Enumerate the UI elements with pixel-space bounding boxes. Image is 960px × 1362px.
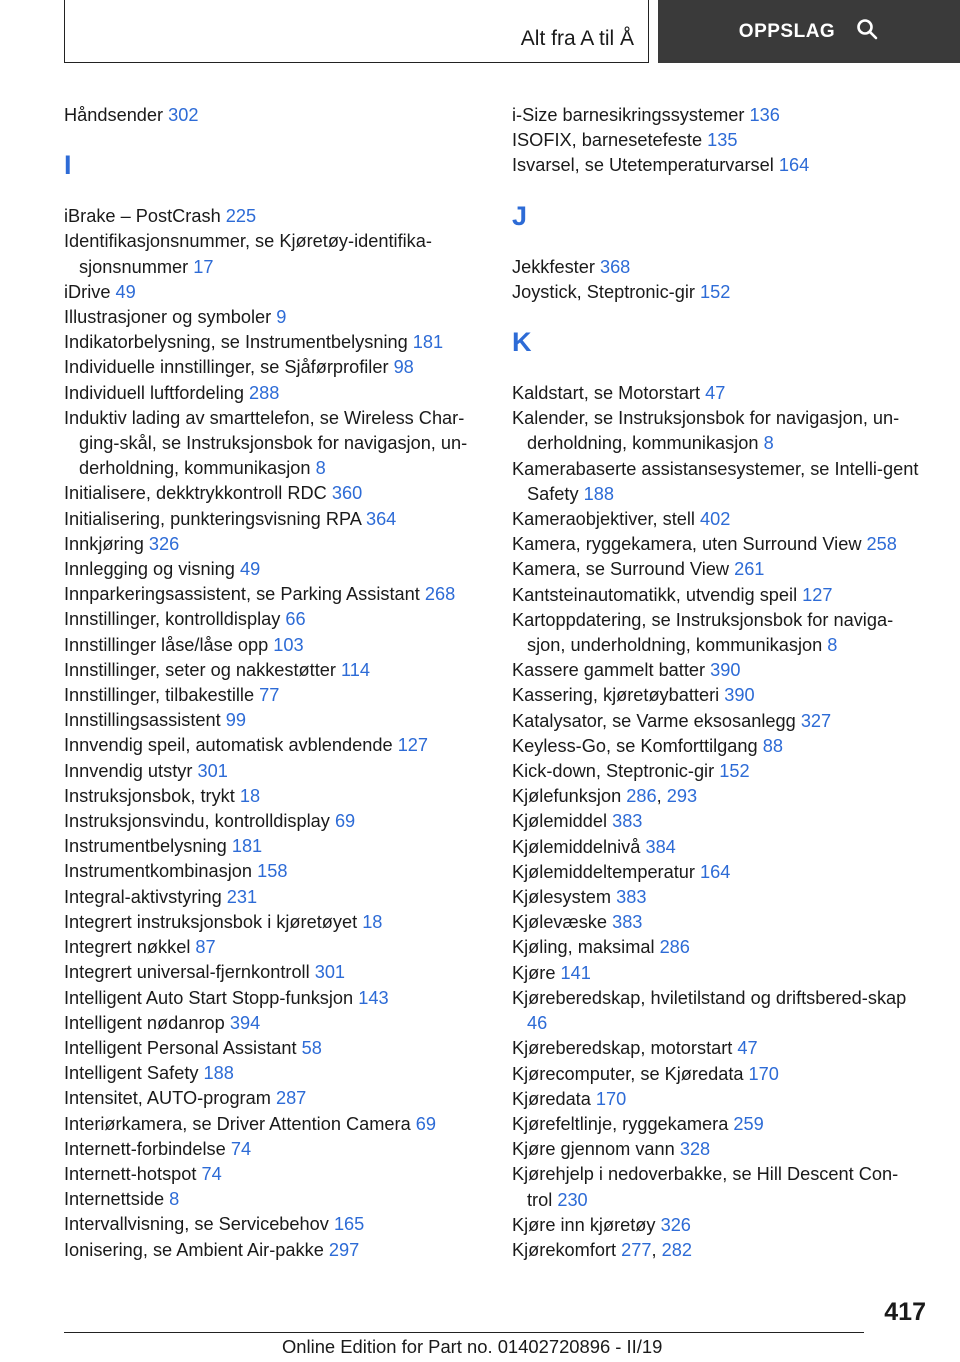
page-reference-link[interactable]: 8 bbox=[827, 635, 838, 656]
search-icon[interactable] bbox=[855, 17, 879, 46]
index-entry bbox=[512, 1087, 922, 1112]
index-entry-term: Innvendig utstyr bbox=[64, 760, 193, 781]
index-entry-term: Instrumentkombinasjon bbox=[64, 861, 253, 882]
page-reference-link[interactable]: 301 bbox=[314, 962, 346, 983]
index-entry bbox=[512, 608, 922, 658]
index-entry-term: Intelligent nødanrop bbox=[64, 1012, 225, 1033]
chapter-header bbox=[64, 0, 649, 63]
page-reference-link[interactable]: 326 bbox=[660, 1214, 691, 1235]
page-reference-link[interactable]: 286 bbox=[659, 937, 690, 958]
index-entry-term: Individuelle innstillinger, se Sjåførprofiler bbox=[64, 357, 389, 378]
index-entry bbox=[64, 1137, 484, 1162]
index-entry bbox=[512, 709, 922, 734]
index-entry-term: Kjørecomputer, se Kjøredata bbox=[512, 1063, 744, 1084]
index-entry bbox=[64, 1162, 484, 1187]
index-entry-term: Individuell luftfordeling bbox=[64, 382, 244, 403]
index-entry bbox=[64, 582, 484, 607]
page-reference-link[interactable]: 135 bbox=[707, 130, 738, 151]
index-entry-term: Internett-hotspot bbox=[64, 1163, 197, 1184]
index-entry bbox=[512, 809, 922, 834]
index-entry bbox=[512, 381, 922, 406]
section-letter-heading: K bbox=[512, 327, 532, 358]
index-entry bbox=[512, 759, 922, 784]
index-entry-term: Indikatorbelysning, se Instrumentbelysning bbox=[64, 332, 408, 353]
index-entry bbox=[64, 1061, 484, 1086]
page-reference-link[interactable]: 17 bbox=[193, 256, 214, 277]
page-reference-link[interactable]: 9 bbox=[276, 307, 287, 328]
index-entry bbox=[64, 633, 484, 658]
page-reference-link[interactable]: 390 bbox=[710, 660, 741, 681]
index-entry-term: Innkjøring bbox=[64, 533, 144, 554]
index-entry-term: Initialisering, punkteringsvisning RPA bbox=[64, 508, 361, 529]
page-reference-link[interactable]: 188 bbox=[583, 483, 614, 504]
index-entry-term: Kassere gammelt batter bbox=[512, 660, 706, 681]
page-reference-link[interactable]: 286 bbox=[626, 786, 657, 807]
page-reference-link[interactable]: 231 bbox=[226, 886, 258, 907]
index-entry bbox=[64, 381, 484, 406]
page-reference-link[interactable]: 141 bbox=[560, 962, 591, 983]
index-entry bbox=[512, 683, 922, 708]
index-entry-term: Kjølefunksjon bbox=[512, 786, 622, 807]
index-entry-term: Kick-down, Steptronic-gir bbox=[512, 761, 715, 782]
page-reference-link[interactable]: 165 bbox=[333, 1214, 365, 1235]
page-reference-link[interactable]: 114 bbox=[341, 659, 370, 680]
index-entry bbox=[64, 1011, 484, 1036]
index-entry-term: ISOFIX, barnesetefeste bbox=[512, 130, 703, 151]
index-entry: Kjørekomfort 277, 282 bbox=[512, 1239, 692, 1260]
index-entry-term: Kassering, kjøretøybatteri bbox=[512, 685, 720, 706]
page-reference-link[interactable]: 360 bbox=[331, 483, 363, 504]
index-entry-term: Kameraobjektiver, stell bbox=[512, 509, 695, 530]
page-reference-link[interactable]: 364 bbox=[365, 508, 397, 529]
page-reference-link[interactable]: 268 bbox=[424, 584, 456, 605]
index-entry bbox=[64, 280, 484, 305]
page-reference-link[interactable]: 47 bbox=[705, 383, 726, 404]
page-reference-link[interactable]: 383 bbox=[616, 887, 647, 908]
page-reference-link[interactable]: 152 bbox=[719, 761, 750, 782]
index-entry-term: Kamerabaserte assistansesystemer, se Intelli‐gent Safety bbox=[512, 458, 919, 504]
page-reference-link[interactable]: 181 bbox=[412, 332, 444, 353]
index-entry bbox=[64, 1238, 484, 1263]
chapter-title: Alt fra A til Å bbox=[520, 27, 634, 50]
index-entry-term: Innparkeringsassistent, se Parking Assistant bbox=[64, 584, 420, 605]
index-entry bbox=[512, 1036, 922, 1061]
page-reference-link[interactable]: 69 bbox=[334, 811, 356, 832]
index-entry bbox=[512, 128, 922, 153]
index-entry-term: iDrive bbox=[64, 281, 111, 302]
page-reference-link[interactable]: 49 bbox=[239, 559, 261, 580]
index-entry-term: Kjølemiddeltemperatur bbox=[512, 861, 695, 882]
index-entry-term: Illustrasjoner og symboler bbox=[64, 307, 272, 328]
page-reference-link[interactable]: 328 bbox=[679, 1139, 711, 1160]
index-entry bbox=[64, 859, 484, 884]
index-entry-term: Innstillingsassistent bbox=[64, 710, 221, 731]
index-entry bbox=[64, 204, 484, 229]
index-entry bbox=[64, 229, 484, 279]
page-reference-link[interactable]: 394 bbox=[229, 1012, 261, 1033]
index-entry-term: Kalender, se Instruksjonsbok for navigasjon, un‐derholdning, kommunikasjon bbox=[512, 408, 900, 454]
index-entry bbox=[64, 759, 484, 784]
index-entry: Kjølefunksjon 286, 293 bbox=[512, 786, 698, 807]
index-entry-term: Kjøre bbox=[512, 962, 556, 983]
index-entry-term: Internett-forbindelse bbox=[64, 1138, 226, 1159]
index-entry-term: Håndsender bbox=[64, 105, 164, 125]
index-entry bbox=[64, 834, 484, 859]
index-entry-term: iBrake – PostCrash bbox=[64, 206, 221, 227]
index-entry bbox=[512, 255, 922, 280]
index-entry bbox=[512, 860, 922, 885]
page-reference-link[interactable]: 293 bbox=[666, 786, 698, 807]
index-tab-label: OPPSLAG bbox=[738, 20, 836, 42]
index-entry-term: Interiørkamera, se Driver Attention Camera bbox=[64, 1113, 411, 1134]
page-reference-link[interactable]: 47 bbox=[737, 1038, 758, 1059]
index-entry bbox=[64, 658, 484, 683]
index-entry-term: Kjøling, maksimal bbox=[512, 937, 655, 958]
index-entry bbox=[64, 481, 484, 506]
page-reference-link[interactable]: 127 bbox=[397, 735, 429, 756]
page-reference-link[interactable]: 164 bbox=[700, 861, 731, 882]
footer-divider bbox=[64, 1332, 864, 1333]
page-reference-link[interactable]: 143 bbox=[358, 987, 389, 1008]
page-reference-link[interactable]: 390 bbox=[724, 685, 755, 706]
index-entry bbox=[64, 406, 484, 482]
index-entry-term: Integrert instruksjonsbok i kjøretøyet bbox=[64, 911, 358, 932]
index-entry bbox=[512, 885, 922, 910]
index-entry bbox=[512, 457, 922, 507]
page-reference-link[interactable]: 277 bbox=[621, 1239, 652, 1260]
page-reference-link[interactable]: 164 bbox=[778, 155, 810, 176]
index-entry-term: i-Size barnesikringssystemer bbox=[512, 105, 745, 125]
index-entry-term: Integrert universal-fjernkontroll bbox=[64, 962, 310, 983]
page-reference-link[interactable]: 103 bbox=[273, 634, 304, 655]
index-entry-term: Kartoppdatering, se Instruksjonsbok for naviga‐sjon, underholdning, kommunikasjon bbox=[512, 609, 894, 656]
index-entry bbox=[64, 986, 484, 1011]
page-reference-link[interactable]: 136 bbox=[749, 105, 780, 125]
index-entry-term: Isvarsel, se Utetemperaturvarsel bbox=[512, 155, 774, 176]
index-entry-term: Initialisere, dekktrykkontroll RDC bbox=[64, 483, 327, 504]
page-reference-link[interactable]: 383 bbox=[612, 811, 643, 832]
index-entry-term: Kjølesystem bbox=[512, 887, 612, 908]
index-entry bbox=[64, 305, 484, 330]
page-reference-link[interactable]: 8 bbox=[169, 1189, 180, 1210]
index-entry bbox=[512, 507, 922, 532]
index-entry-term: Integrert nøkkel bbox=[64, 937, 191, 958]
index-column-left bbox=[64, 103, 484, 1263]
index-entry-term: Intervallvisning, se Servicebehov bbox=[64, 1214, 329, 1235]
page-reference-link[interactable]: 327 bbox=[800, 710, 832, 731]
page-reference-link[interactable]: 46 bbox=[527, 1013, 548, 1034]
index-entry bbox=[64, 103, 484, 128]
page-reference-link[interactable]: 158 bbox=[257, 861, 288, 882]
index-entry-term: Intelligent Personal Assistant bbox=[64, 1037, 297, 1058]
page-reference-link[interactable]: 170 bbox=[748, 1063, 779, 1084]
index-entry bbox=[64, 1187, 484, 1212]
index-entry bbox=[64, 809, 484, 834]
section-letter-heading: J bbox=[512, 200, 528, 231]
index-entry-term: Innstillinger, kontrolldisplay bbox=[64, 609, 281, 630]
index-entry-term: Innstillinger låse/låse opp bbox=[64, 634, 269, 655]
page-reference-link[interactable]: 58 bbox=[301, 1037, 322, 1058]
page-reference-link[interactable]: 258 bbox=[866, 534, 897, 555]
section-letter-heading: I bbox=[64, 150, 72, 181]
page-reference-link[interactable]: 152 bbox=[700, 281, 731, 302]
index-entry bbox=[64, 532, 484, 557]
page-reference-link[interactable]: 98 bbox=[393, 357, 414, 378]
index-entry bbox=[512, 103, 922, 128]
page-reference-link[interactable]: 18 bbox=[362, 911, 383, 932]
page-reference-link[interactable]: 288 bbox=[249, 382, 280, 403]
index-entry-term: Intensitet, AUTO-program bbox=[64, 1088, 271, 1109]
page-reference-link[interactable]: 74 bbox=[230, 1138, 252, 1159]
index-entry bbox=[512, 1137, 922, 1162]
index-entry-term: Kjørehjelp i nedoverbakke, se Hill Descent Con‐trol bbox=[512, 1164, 899, 1210]
index-entry-term: Kjølemiddel bbox=[512, 811, 608, 832]
page-reference-link[interactable]: 66 bbox=[285, 609, 306, 630]
index-entry bbox=[512, 557, 922, 582]
index-entry bbox=[64, 708, 484, 733]
index-entry-term: Instruksjonsvindu, kontrolldisplay bbox=[64, 811, 330, 832]
page-reference-link[interactable]: 368 bbox=[599, 256, 631, 277]
index-entry-term: Kjøreberedskap, motorstart bbox=[512, 1038, 733, 1059]
index-entry bbox=[64, 607, 484, 632]
page-reference-link[interactable]: 297 bbox=[328, 1239, 360, 1260]
index-entry bbox=[64, 784, 484, 809]
index-entry-term: Innlegging og visning bbox=[64, 559, 235, 580]
page-reference-link[interactable]: 383 bbox=[612, 912, 643, 933]
page-reference-link[interactable]: 301 bbox=[197, 760, 228, 781]
index-entry bbox=[512, 1213, 922, 1238]
index-entry bbox=[512, 835, 922, 860]
index-entry bbox=[64, 885, 484, 910]
page-reference-link[interactable]: 402 bbox=[700, 509, 731, 530]
index-entry bbox=[512, 532, 922, 557]
index-entry-term: Induktiv lading av smarttelefon, se Wireless Char‐ging-skål, se Instruksjonsbok for navigasjon, un‐derholdning, kommunikasjon bbox=[64, 407, 468, 479]
index-entry-term: Intelligent Auto Start Stopp-funksjon bbox=[64, 987, 354, 1008]
index-entry bbox=[64, 557, 484, 582]
index-entry-term: Instrumentbelysning bbox=[64, 836, 227, 857]
index-entry bbox=[512, 986, 922, 1036]
index-entry-term: Kjørefeltlinje, ryggekamera bbox=[512, 1113, 729, 1134]
index-entry bbox=[64, 683, 484, 708]
index-entry-term: Kjøreberedskap, hviletilstand og driftsbered‐skap bbox=[512, 987, 907, 1008]
index-entry bbox=[512, 658, 922, 683]
index-entry bbox=[512, 406, 922, 456]
page-reference-link[interactable]: 261 bbox=[734, 559, 765, 580]
index-entry-term: Innstillinger, tilbakestille bbox=[64, 685, 255, 706]
index-entry bbox=[512, 153, 922, 178]
index-entry-term: Kjølevæske bbox=[512, 912, 608, 933]
index-entry-term: Kaldstart, se Motorstart bbox=[512, 383, 701, 404]
index-entry bbox=[64, 330, 484, 355]
footer-edition-text: Online Edition for Part no. 01402720896 - II/19 bbox=[282, 1336, 663, 1357]
page-reference-link[interactable]: 69 bbox=[415, 1113, 436, 1134]
page-reference-link[interactable]: 326 bbox=[148, 533, 180, 554]
index-entry bbox=[64, 355, 484, 380]
index-entry-term: Kjøre gjennom vann bbox=[512, 1139, 675, 1160]
page-reference-link[interactable]: 49 bbox=[115, 281, 136, 302]
index-entry bbox=[64, 507, 484, 532]
index-entry bbox=[512, 961, 922, 986]
page-reference-link[interactable]: 77 bbox=[259, 685, 280, 706]
index-entry-term: Intelligent Safety bbox=[64, 1063, 199, 1084]
index-entry-term: Kjørekomfort bbox=[512, 1239, 617, 1260]
index-entry-term: Keyless-Go, se Komforttilgang bbox=[512, 735, 758, 756]
index-entry-term: Innvendig speil, automatisk avblendende bbox=[64, 735, 393, 756]
index-entry-term: Integral-aktivstyring bbox=[64, 886, 222, 907]
index-entry bbox=[512, 1062, 922, 1087]
index-entry-term: Ionisering, se Ambient Air-pakke bbox=[64, 1239, 324, 1260]
index-entry bbox=[64, 910, 484, 935]
page-reference-link[interactable]: 225 bbox=[225, 206, 257, 227]
index-entry bbox=[64, 960, 484, 985]
index-entry bbox=[512, 910, 922, 935]
page-reference-link[interactable]: 8 bbox=[315, 458, 326, 479]
index-entry bbox=[64, 1036, 484, 1061]
index-entry bbox=[64, 1112, 484, 1137]
index-entry bbox=[512, 1162, 922, 1212]
index-entry-term: Identifikasjonsnummer, se Kjøretøy-identifika‐sjonsnummer bbox=[64, 231, 432, 277]
page-number: 417 bbox=[884, 1298, 926, 1326]
index-entry-term: Kantsteinautomatikk, utvendig speil bbox=[512, 584, 798, 605]
index-entry-term: Joystick, Steptronic-gir bbox=[512, 281, 695, 302]
index-entry bbox=[64, 733, 484, 758]
index-entry bbox=[512, 583, 922, 608]
index-entry bbox=[512, 280, 922, 305]
index-entry-term: Internettside bbox=[64, 1189, 165, 1210]
page-reference-link[interactable]: 230 bbox=[557, 1189, 588, 1210]
index-entry-term: Kamera, ryggekamera, uten Surround View bbox=[512, 534, 862, 555]
index-entry-term: Kamera, se Surround View bbox=[512, 559, 730, 580]
page-reference-link[interactable]: 99 bbox=[225, 710, 246, 731]
page-reference-link[interactable]: 87 bbox=[195, 937, 216, 958]
index-entry bbox=[512, 1112, 922, 1137]
index-entry bbox=[64, 935, 484, 960]
index-entry-term: Kjølemiddelnivå bbox=[512, 836, 641, 857]
index-entry-term: Jekkfester bbox=[512, 256, 595, 277]
index-entry bbox=[64, 1086, 484, 1111]
page-reference-link[interactable]: 384 bbox=[645, 836, 676, 857]
page-reference-link[interactable]: 259 bbox=[733, 1113, 764, 1134]
page-reference-link[interactable]: 287 bbox=[275, 1088, 307, 1109]
index-entry-term: Innstillinger, seter og nakkestøtter bbox=[64, 659, 336, 680]
page-reference-link[interactable]: 127 bbox=[802, 584, 833, 605]
index-entry-term: Kjøredata bbox=[512, 1088, 591, 1109]
index-entry bbox=[64, 1212, 484, 1237]
index-entry bbox=[512, 734, 922, 759]
index-entry-term: Kjøre inn kjøretøy bbox=[512, 1214, 656, 1235]
page-reference-link[interactable]: 170 bbox=[595, 1088, 627, 1109]
page-reference-link[interactable]: 74 bbox=[201, 1163, 222, 1184]
page-reference-link[interactable]: 282 bbox=[661, 1239, 692, 1260]
index-entry-term: Instruksjonsbok, trykt bbox=[64, 785, 235, 806]
page-reference-link[interactable]: 302 bbox=[168, 105, 199, 125]
page-reference-link[interactable]: 188 bbox=[203, 1063, 234, 1084]
index-tab[interactable] bbox=[658, 0, 960, 63]
index-entry-term: Katalysator, se Varme eksosanlegg bbox=[512, 710, 796, 731]
index-entry bbox=[512, 935, 922, 960]
page-reference-link[interactable]: 8 bbox=[763, 433, 774, 454]
page-reference-link[interactable]: 18 bbox=[239, 785, 261, 806]
page-reference-link[interactable]: 181 bbox=[231, 836, 263, 857]
index-column-right bbox=[512, 103, 922, 1263]
page-reference-link[interactable]: 88 bbox=[762, 735, 783, 756]
